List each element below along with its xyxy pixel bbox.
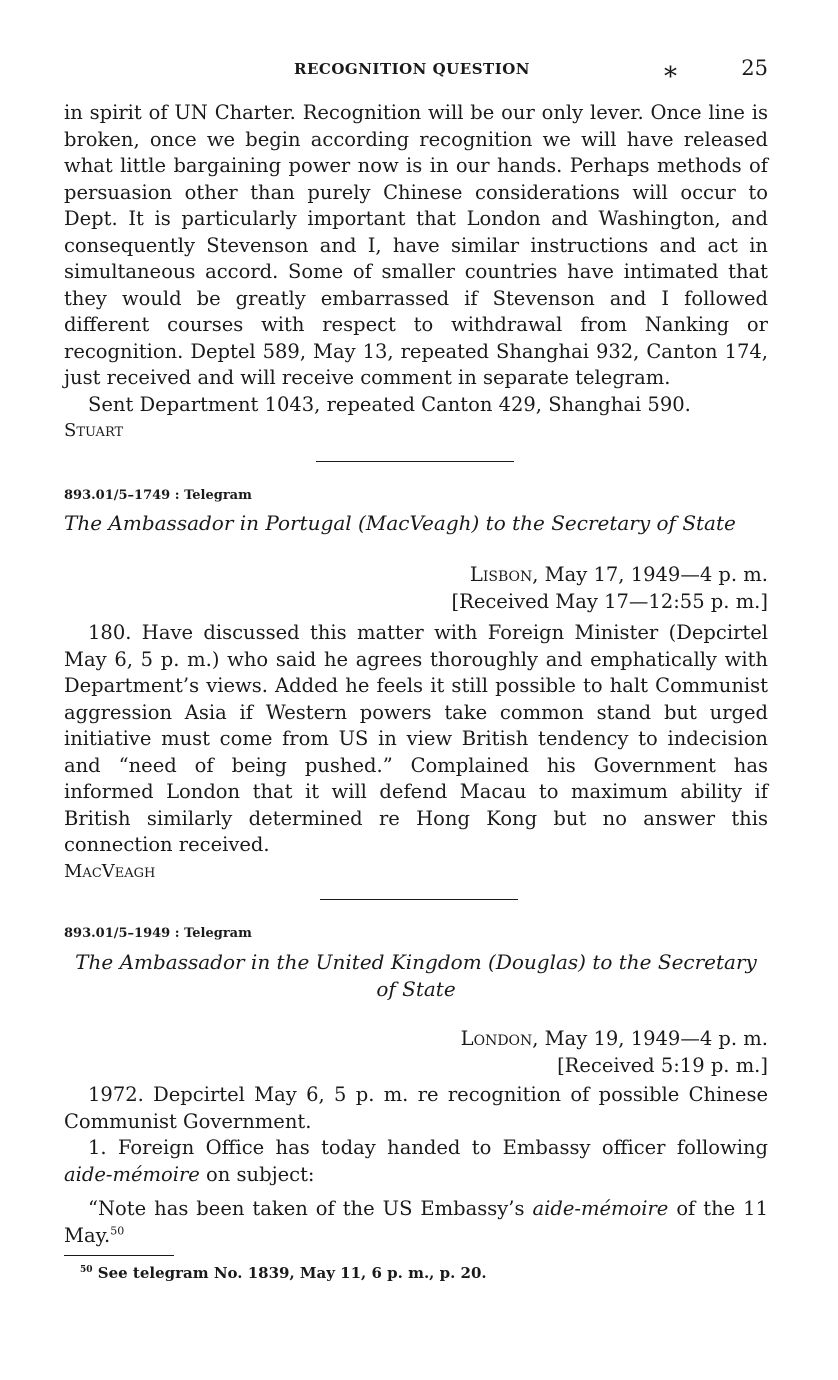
footnote: [80, 1264, 487, 1282]
section-divider: [316, 461, 514, 462]
douglas-para-2: [64, 1135, 768, 1188]
douglas-doc-ref: 893.01/5–1949 : Telegram: [64, 926, 252, 941]
douglas-date-text: , May 19, 1949—4 p. m.: [532, 1027, 768, 1050]
douglas-dateline: [461, 1025, 768, 1079]
douglas-para-2-italic: aide-mémoire: [64, 1162, 200, 1186]
douglas-para-1: 1972. Depcirtel May 6, 5 p. m. re recognition of possible Chinese Communist Government.: [64, 1083, 768, 1133]
macveagh-received: [Received May 17—12:55 p. m.]: [451, 590, 768, 613]
douglas-para-3-end: of the 11 May.: [64, 1197, 768, 1247]
stuart-paragraph: in spirit of UN Charter. Recognition will be our only lever. Once line is broken, once we begin according recognition we will have released what little bargaining power now is in our hands. Perhaps methods of persuasion other than purely Chinese considerations will occur to Dept. It is particularly important that London and Washington, and consequently Stevenson and I, have similar instructions and act in simultaneous accord. Some of smaller countries have intimated that they would be greatly embarrassed if Stevenson and I followed different courses with respect to withdrawal from Nanking or recognition. Deptel 589, May 13, repeated Shanghai 932, Canton 174, just received and will receive comment in separate telegram.: [64, 101, 768, 389]
douglas-para-2-end: on subject:: [199, 1162, 315, 1186]
section-divider: [320, 899, 518, 900]
douglas-para-2-text: 1. Foreign Office has today handed to Embassy officer following: [88, 1136, 768, 1159]
douglas-place: London: [460, 1027, 533, 1050]
douglas-para-3: [64, 1196, 768, 1249]
douglas-telegram-body: [64, 1082, 768, 1249]
footnote-ref: 50: [110, 1224, 125, 1237]
page-number: 25: [741, 56, 768, 80]
douglas-date: [461, 1025, 768, 1052]
page-header: [64, 56, 768, 92]
running-title: RECOGNITION QUESTION: [294, 60, 530, 78]
footnote-number: 50: [80, 1265, 93, 1275]
macveagh-date: [452, 561, 768, 588]
asterisk-mark: *: [664, 62, 677, 92]
footnote-rule: [64, 1255, 174, 1256]
macveagh-place: Lisbon: [469, 563, 533, 586]
macveagh-dateline: [452, 561, 768, 615]
macveagh-telegram-body: [64, 620, 768, 885]
douglas-para-3-text: “Note has been taken of the US Embassy’s: [88, 1197, 533, 1220]
stuart-sent-line: Sent Department 1043, repeated Canton 429, Shanghai 590.: [88, 392, 691, 416]
douglas-heading: The Ambassador in the United Kingdom (Douglas) to the Secretary of State: [75, 950, 757, 1001]
macveagh-heading: The Ambassador in Portugal (MacVeagh) to the Secretary of State: [64, 511, 736, 535]
stuart-telegram-body: [64, 100, 768, 445]
douglas-para-3-italic: aide-mémoire: [532, 1197, 669, 1220]
douglas-received: [Received 5:19 p. m.]: [557, 1054, 768, 1077]
stuart-signature: Stuart: [64, 420, 124, 441]
macveagh-signature: MacVeagh: [64, 860, 156, 882]
macveagh-paragraph: 180. Have discussed this matter with Foreign Minister (Depcirtel May 6, 5 p. m.) who said he agrees thoroughly and emphatically with Department’s views. Added he feels it still possible to halt Communist aggression Asia if Western powers take common stand but urged initiative must come from US in view British tendency to indecision and “need of being pushed.” Complained his Government has informed London that it will defend Macau to maximum ability if British similarly determined re Hong Kong but no answer this connection received.: [64, 621, 768, 856]
macveagh-date-text: , May 17, 1949—4 p. m.: [532, 563, 768, 586]
footnote-text: See telegram No. 1839, May 11, 6 p. m., p. 20.: [92, 1264, 487, 1282]
macveagh-doc-ref: 893.01/5–1749 : Telegram: [64, 488, 252, 503]
